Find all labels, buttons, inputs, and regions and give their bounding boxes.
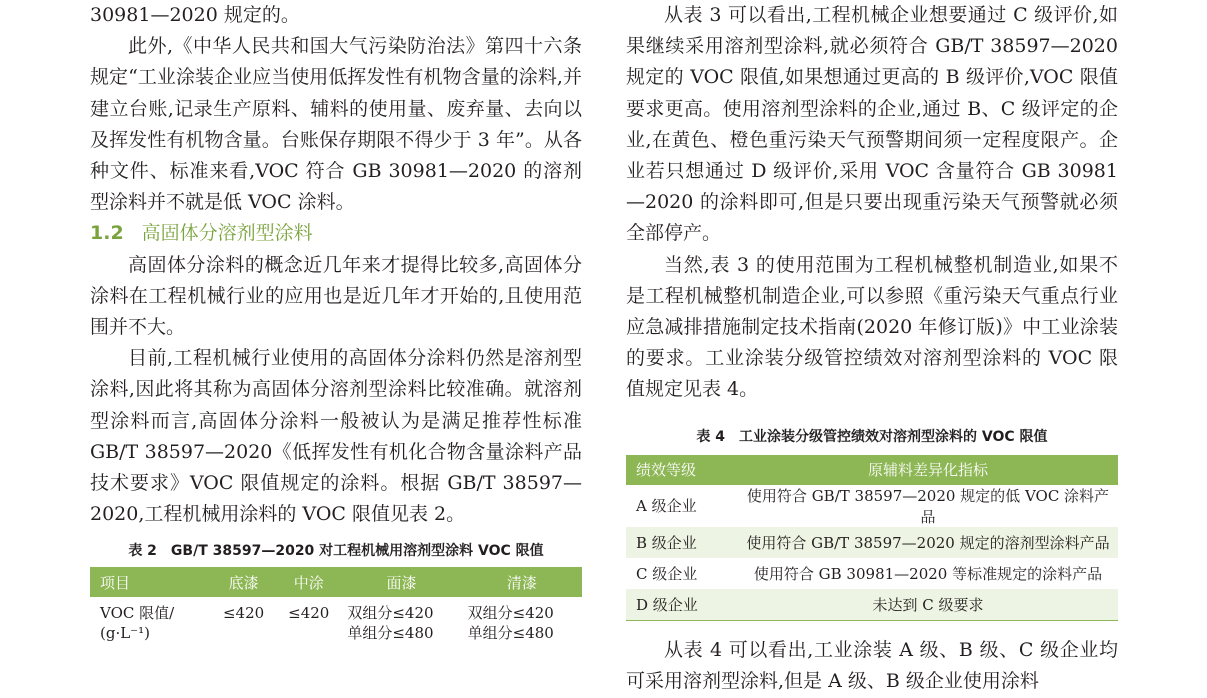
section-heading-1-2 (90, 218, 582, 249)
table2-cell-top (341, 597, 461, 643)
table2-top-line2: 单组分≤480 (347, 624, 434, 643)
paragraph-table3-analysis: 从表 3 可以看出,工程机械企业想要通过 C 级评价,如果继续采用溶剂型涂料,就必须符合 GB/T 38597—2020 规定的 VOC 限值,如果想通过更高的 B 级评价,VOC 限值要求更高。使用溶剂型涂料的企业,通过 B、C 级评定的企业,在黄色、橙色重污染天气预警期间须一定程度限产。企业若只想通过 D 级评价,采用 VOC 含量符合 GB 30981—2020 的涂料即可,但是只要出现重污染天气预警就必须全部停产。 (626, 4, 1118, 245)
table2-cell-label (90, 597, 211, 643)
table2-label-line2: (g·L⁻¹) (100, 624, 150, 643)
paragraph-industrial-coating: 当然,表 3 的使用范围为工程机械整机制造业,如果不是工程机械整机制造企业,可以参照《重污染天气重点行业应急减排措施制定技术指南(2020 年修订版)》中工业涂装的要求。工业涂装分级管控绩效对溶剂型涂料的 VOC 限值规定见表 4。 (626, 253, 1118, 401)
table2-cell-mid: ≤420 (288, 604, 330, 623)
table2-header-item: 项目 (90, 567, 211, 597)
table2-header-mid: 中涂 (276, 567, 341, 597)
table2-header-primer: 底漆 (211, 567, 276, 597)
table4-caption: 表 4 工业涂装分级管控绩效对溶剂型涂料的 VOC 限值 (696, 428, 1048, 445)
table2-cell-clear (462, 597, 582, 643)
table2-clear-line1: 双组分≤420 (467, 604, 554, 623)
paragraph-air-pollution-law: 此外,《中华人民共和国大气污染防治法》第四十六条规定“工业涂装企业应当使用低挥发性有机物含量的涂料,并建立台账,记录生产原料、辅料的使用量、废弃量、去向以及挥发性有机物含量。台账保存期限不得少于 3 年”。从各种文件、标准来看,VOC 符合 GB 30981—2020 的溶剂型涂料并不就是低 VOC 涂料。 (90, 35, 582, 214)
table2-label-line1: VOC 限值/ (100, 604, 175, 623)
right-column (626, 0, 1118, 697)
table4-cell-indicator: 使用符合 GB/T 38597—2020 规定的低 VOC 涂料产品 (746, 486, 1110, 526)
section-title: 高固体分溶剂型涂料 (141, 222, 313, 245)
paragraph-high-solids-intro: 高固体分涂料的概念近几年来才提得比较多,高固体分涂料在工程机械行业的应用也是近几年才开始的,且使用范围并不大。 (90, 253, 582, 339)
table-2 (90, 567, 582, 643)
table4-cell-indicator: 使用符合 GB/T 38597—2020 规定的溶剂型涂料产品 (738, 527, 1118, 558)
paragraph-continuation: 30981—2020 规定的。 (90, 4, 300, 26)
table4-header-grade: 绩效等级 (626, 455, 738, 485)
table4-cell-indicator: 未达到 C 级要求 (738, 589, 1118, 621)
table2-clear-line2: 单组分≤480 (467, 624, 554, 643)
table-row (626, 558, 1118, 589)
table-row (626, 527, 1118, 558)
paragraph-high-solids-definition: 目前,工程机械行业使用的高固体分涂料仍然是溶剂型涂料,因此将其称为高固体分溶剂型涂料比较准确。就溶剂型涂料而言,高固体分涂料一般被认为是满足推荐性标准 GB/T 38597—2020《低挥发性有机化合物含量涂料产品技术要求》VOC 限值规定的涂料。根据 GB/T 38597—2020,工程机械用涂料的 VOC 限值见表 2。 (90, 347, 582, 526)
table4-cell-grade: D 级企业 (626, 589, 738, 621)
table2-top-line1: 双组分≤420 (347, 604, 434, 623)
table2-header-top: 面漆 (341, 567, 461, 597)
table-4 (626, 455, 1118, 621)
table2-cell-primer: ≤420 (222, 604, 265, 623)
paragraph-table4-analysis: 从表 4 可以看出,工业涂装 A 级、B 级、C 级企业均可采用溶剂型涂料,但是 A 级、B 级企业使用涂料 (626, 638, 1118, 692)
section-number: 1.2 (90, 222, 124, 245)
table-row (90, 597, 582, 643)
table2-caption: 表 2 GB/T 38597—2020 对工程机械用溶剂型涂料 VOC 限值 (128, 543, 544, 560)
table4-header-indicator: 原辅料差异化指标 (738, 455, 1118, 485)
left-column (90, 0, 582, 643)
table4-cell-grade: A 级企业 (636, 497, 697, 516)
table4-cell-indicator: 使用符合 GB 30981—2020 等标准规定的涂料产品 (753, 564, 1103, 583)
table4-cell-grade: B 级企业 (626, 527, 738, 558)
table-row (626, 589, 1118, 621)
table-row (626, 485, 1118, 527)
table4-cell-grade: C 级企业 (636, 564, 698, 583)
table2-header-clear: 清漆 (462, 567, 582, 597)
